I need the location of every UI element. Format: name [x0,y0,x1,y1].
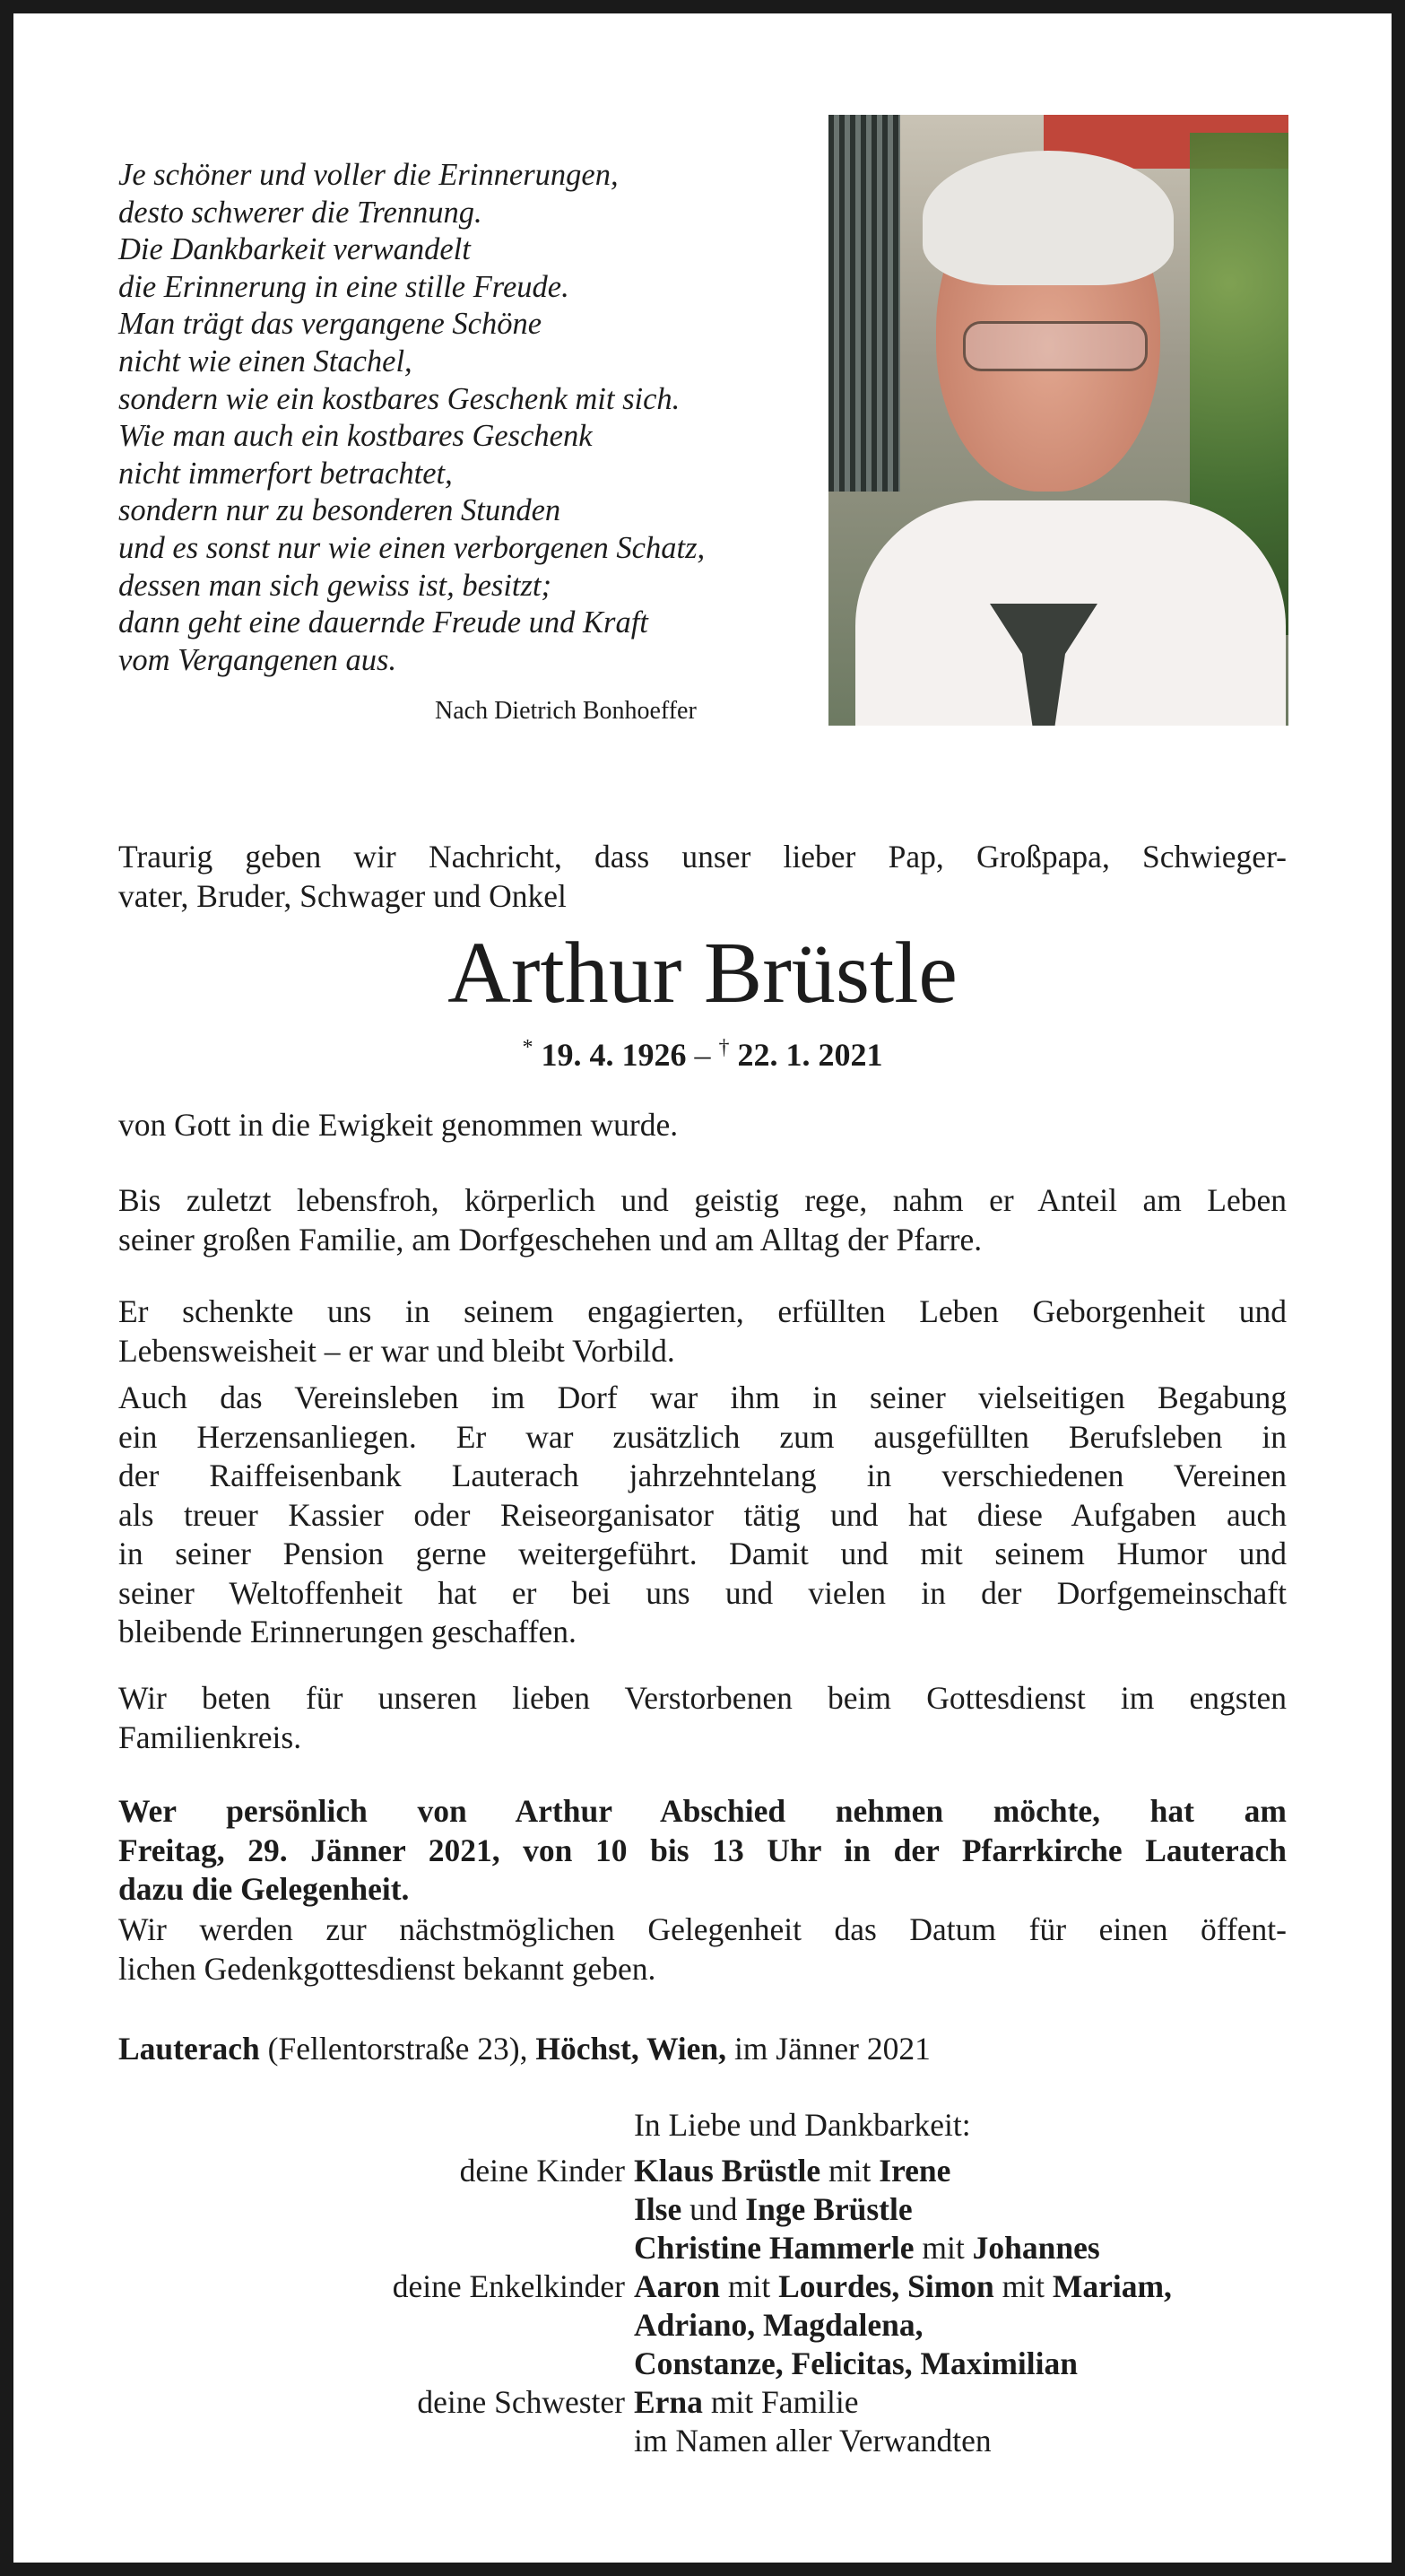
obituary-page [13,13,1392,2563]
poem [118,157,737,679]
text-line: bleibende Erinnerungen geschaffen. [118,1614,577,1649]
grandchildren-line: Adriano, Magdalena, [634,2307,924,2343]
relative-name: Irene [879,2153,951,2189]
birth-mark: * [522,1036,533,1059]
children-line [634,2229,1100,2267]
sister-label: deine Schwester [417,2384,625,2420]
connector: und [689,2191,738,2227]
children-line [634,2190,913,2229]
grandchildren-line [634,2267,1172,2306]
children-label: deine Kinder [459,2153,625,2189]
text-line: Wir beten für unseren lieben Verstorbenen beim Gottesdienst im engsten [118,1680,1287,1716]
paragraph-3 [118,1292,1287,1371]
connector: mit [922,2230,965,2266]
grandchildren-label: deine Enkelkinder [392,2268,625,2304]
farewell-notice [118,1792,1287,1910]
poem-line: und es sonst nur wie einen verborgenen Schatz, [118,530,706,565]
sister-line [634,2383,859,2422]
poem-line: Je schöner und voller die Erinnerungen, [118,158,619,192]
connector: mit Familie [710,2384,859,2420]
text-line: seiner großen Familie, am Dorfgeschehen und am Alltag der Pfarre. [118,1221,983,1258]
text-line: Auch das Vereinsleben im Dorf war ihm in seiner vielseitigen Begabung [118,1379,1287,1415]
intro-text [118,837,1287,916]
connector: mit [828,2153,872,2189]
connector: mit [1002,2268,1045,2304]
text-line: ein Herzensanliegen. Er war zusätzlich zum ausgefüllten Berufsleben in [118,1418,1287,1455]
poem-line: Man trägt das vergangene Schöne [118,307,542,342]
place-others: Höchst, Wien, [535,2031,727,2067]
signature-heading: In Liebe und Dankbarkeit: [634,2107,971,2143]
photo-glasses [963,321,1148,371]
poem-line: sondern nur zu besonderen Stunden [118,493,561,528]
place-date: im Jänner 2021 [733,2031,931,2067]
poem-line: dann geht eine dauernde Freude und Kraft [118,605,648,640]
paragraph-7 [118,1910,1287,1989]
poem-attribution: Nach Dietrich Bonhoeffer [435,697,697,725]
relative-name: Mariam, [1052,2268,1172,2304]
grandchildren-line: Constanze, Felicitas, Maximilian [634,2345,1078,2381]
signature-block [118,2106,1287,2460]
text-line: in seiner Pension gerne weitergeführt. Damit und mit seinem Humor und [118,1536,1287,1571]
poem-line: die Erinnerung in eine stille Freude. [118,269,569,304]
poem-line: nicht wie einen Stachel, [118,344,412,379]
text-line: als treuer Kassier oder Reiseorganisator tätig und hat diese Aufgaben auch [118,1496,1287,1533]
poem-line: Wie man auch ein kostbares Geschenk [118,419,593,454]
relative-name: Ilse [634,2191,682,2227]
children-line [634,2152,950,2190]
place-date-line [118,2030,1287,2069]
birth-date: 19. 4. 1926 [541,1037,687,1073]
intro-line: vater, Bruder, Schwager und Onkel [118,878,567,914]
text-line: von Gott in die Ewigkeit genommen wurde. [118,1107,679,1143]
relative-name: Christine Hammerle [634,2230,915,2266]
text-line: seiner Weltoffenheit hat er bei uns und vielen in der Dorfgemeinschaft [118,1574,1287,1611]
relative-name: Klaus Brüstle [634,2153,821,2189]
relative-name: Lourdes, Simon [778,2268,994,2304]
date-separator: – [694,1037,711,1073]
text-line: Lebensweisheit – er war und bleibt Vorbild. [118,1332,675,1369]
relative-name: Inge Brüstle [745,2191,913,2227]
paragraph-1 [118,1106,1287,1145]
place-address: (Fellentorstraße 23), [267,2031,528,2067]
intro-line: Traurig geben wir Nachricht, dass unser lieber Pap, Großpapa, Schwieger- [118,839,1287,875]
text-line: Familienkreis. [118,1719,302,1755]
connector: mit [727,2268,771,2304]
poem-line: desto schwerer die Trennung. [118,195,482,230]
poem-line: nicht immerfort betrachtet, [118,456,453,491]
poem-line: sondern wie ein kostbares Geschenk mit sich. [118,381,681,416]
text-line: Wer persönlich von Arthur Abschied nehmen möchte, hat am [118,1793,1287,1829]
death-date: 22. 1. 2021 [737,1037,883,1073]
portrait-photo [828,115,1288,726]
text-line: dazu die Gelegenheit. [118,1871,410,1907]
photo-hair [923,151,1174,285]
deceased-name: Arthur Brüstle [447,925,958,1022]
death-mark: † [718,1036,730,1059]
text-line: Er schenkte uns in seinem engagierten, erfüllten Leben Geborgenheit und [118,1293,1287,1329]
relative-name: Erna [634,2384,703,2420]
text-line: Bis zuletzt lebensfroh, körperlich und geistig rege, nahm er Anteil am Leben [118,1182,1287,1218]
life-dates [13,1036,1392,1074]
poem-line: dessen man sich gewiss ist, besitzt; [118,568,551,603]
poem-line: Die Dankbarkeit verwandelt [118,232,471,267]
text-line: der Raiffeisenbank Lauterach jahrzehntelang in verschiedenen Vereinen [118,1458,1287,1493]
paragraph-4 [118,1379,1287,1652]
poem-line: vom Vergangenen aus. [118,642,397,677]
relative-name: Johannes [972,2230,1100,2266]
place-town: Lauterach [118,2031,260,2067]
relative-name: Aaron [634,2268,720,2304]
paragraph-2 [118,1181,1287,1259]
photo-background-fence [828,115,900,492]
text-line: lichen Gedenkgottesdienst bekannt geben. [118,1950,656,1987]
signature-closing: im Namen aller Verwandten [634,2423,992,2459]
text-line: Freitag, 29. Jänner 2021, von 10 bis 13 Uhr in der Pfarrkirche Lauterach [118,1832,1287,1868]
text-line: Wir werden zur nächstmöglichen Gelegenheit das Datum für einen öffent- [118,1911,1287,1947]
paragraph-5 [118,1679,1287,1757]
place-line [118,2030,1287,2069]
